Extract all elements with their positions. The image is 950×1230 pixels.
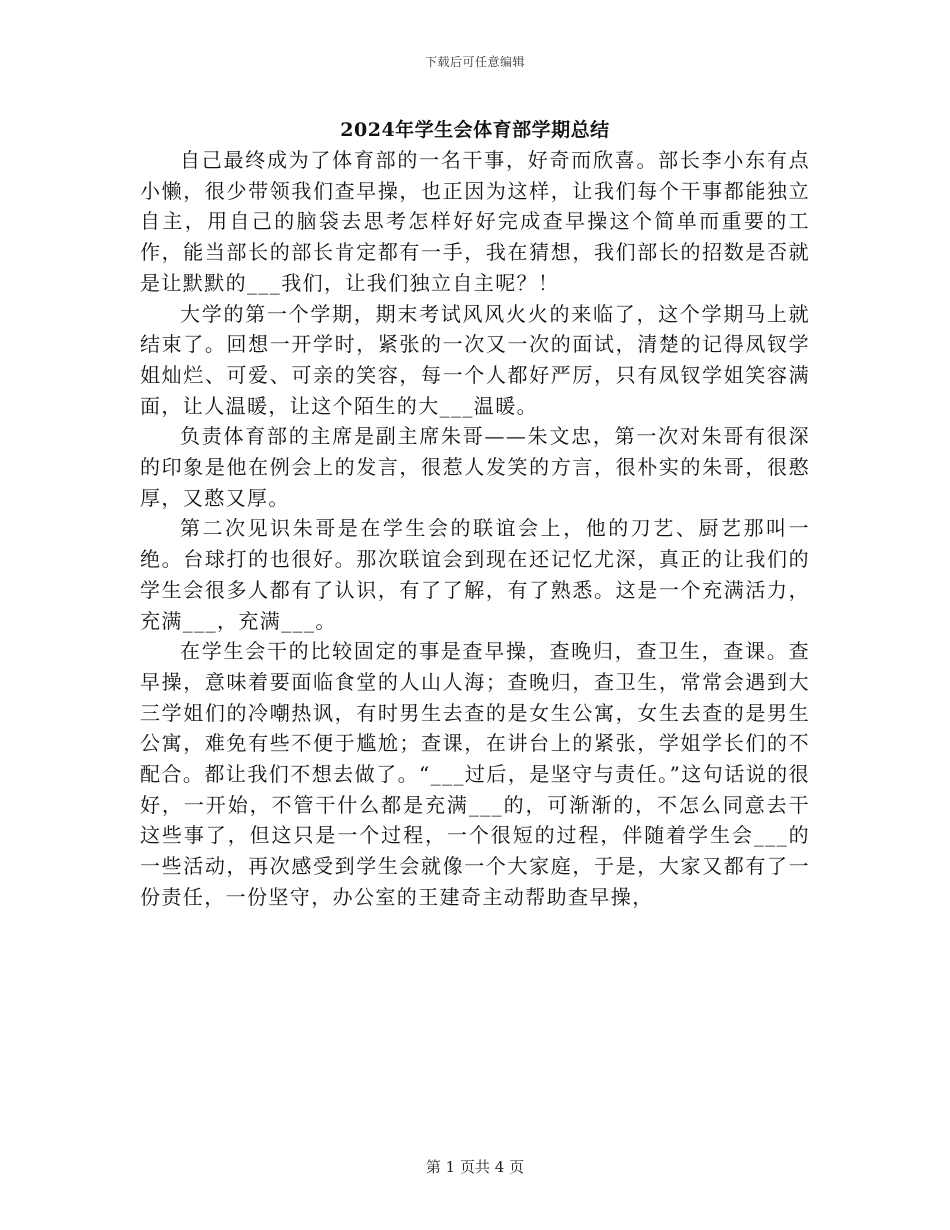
paragraph: 第二次见识朱哥是在学生会的联谊会上，他的刀艺、厨艺那叫一绝。台球打的也很好。那次联谊会到现在还记忆尤深，真正的让我们的学生会很多人都有了认识，有了了解，有了熟悉。这是一个充满活力，充满___，充满___。 [140,516,810,633]
paragraph: 自己最终成为了体育部的一名干事，好奇而欣喜。部长李小东有点小懒，很少带领我们查早操，也正因为这样，让我们每个干事都能独立自主，用自己的脑袋去思考怎样好好完成查早操这个简单而重要的工作，能当部长的部长肯定都有一手，我在猜想，我们部长的招数是否就是让默默的___我们，让我们独立自主呢？！ [140,148,810,295]
page-number: 第 1 页共 4 页 [425,1158,525,1176]
paragraph: 负责体育部的主席是副主席朱哥——朱文忠，第一次对朱哥有很深的印象是他在例会上的发言，很惹人发笑的方言，很朴实的朱哥，很憨厚，又憨又厚。 [140,424,810,510]
paragraph: 在学生会干的比较固定的事是查早操，查晚归，查卫生，查课。查早操，意味着要面临食堂的人山人海；查晚归，查卫生，常常会遇到大三学姐们的冷嘲热讽，有时男生去查的是女生公寓，女生去查的是男生公寓，难免有些不便于尴尬；查课，在讲台上的紧张，学姐学长们的不配合。都让我们不想去做了。“___过后，是坚守与责任。”这句话说的很好，一开始，不管干什么都是充满___的，可渐渐的，不怎么同意去干这些事了，但这只是一个过程，一个很短的过程，伴随着学生会___的一些活动，再次感受到学生会就像一个大家庭，于是，大家又都有了一份责任，一份坚守，办公室的王建奇主动帮助查早操， [140,639,810,909]
document-body [140,145,810,913]
document-title: 2024年学生会体育部学期总结 [340,119,610,141]
paragraph: 大学的第一个学期，期末考试风风火火的来临了，这个学期马上就结束了。回想一开学时，紧张的一次又一次的面试，清楚的记得凤钗学姐灿烂、可爱、可亲的笑容，每一个人都好严厉，只有凤钗学姐笑容满面，让人温暖，让这个陌生的大___温暖。 [140,301,810,418]
header-note: 下载后可任意编辑 [424,55,525,69]
